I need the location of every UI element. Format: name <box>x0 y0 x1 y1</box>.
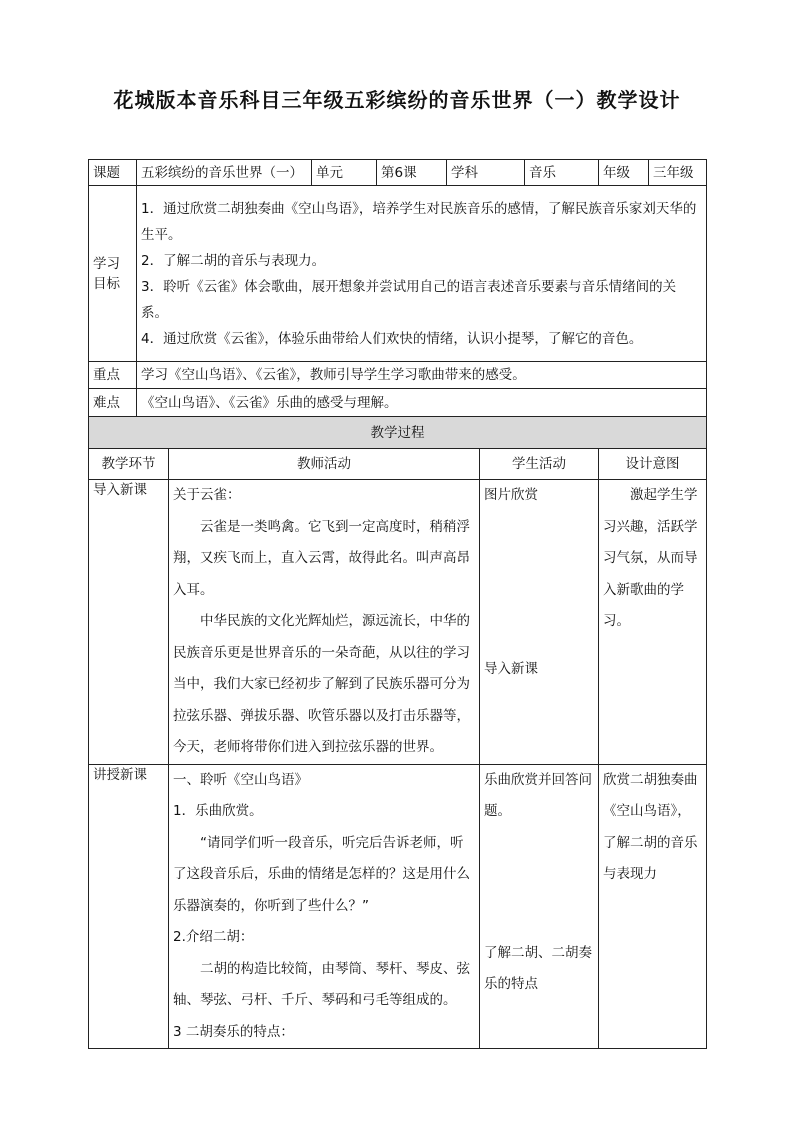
teacher-activity-lecture: 一、聆听《空山鸟语》 1．乐曲欣赏。 “请同学们听一段音乐，听完后告诉老师，听了这段音乐后，乐曲的情绪是怎样的？这是用什么乐器演奏的，你听到了些什么？” 2.介绍二胡： 二胡的构造比较简，由琴筒、琴杆、琴皮、弦轴、琴弦、弓杆、千斤、琴码和弓毛等组成的。 3 二胡奏乐的特点： <box>169 764 480 1049</box>
stage-intro: 导入新课 <box>89 480 169 765</box>
objective-item: 2．了解二胡的音乐与表现力。 <box>141 252 326 269</box>
student-activity-lecture: 乐曲欣赏并回答问题。 了解二胡、二胡奏乐的特点 <box>480 764 599 1049</box>
objectives-list <box>137 186 707 362</box>
objectives-row <box>89 186 707 362</box>
topic-value: 五彩缤纷的音乐世界（一） <box>137 160 312 186</box>
objective-item: 1．通过欣赏二胡独奏曲《空山鸟语》，培养学生对民族音乐的感情，了解民族音乐家刘天华的生平。 <box>141 200 697 243</box>
process-header: 教学过程 <box>89 417 707 449</box>
student-activity-intro: 图片欣赏 导入新课 <box>480 480 599 765</box>
stage-lecture: 讲授新课 <box>89 764 169 1049</box>
difficulty-row <box>89 389 707 417</box>
objectives-label: 学习 目标 <box>89 186 137 362</box>
column-header-stage: 教学环节 <box>89 449 169 480</box>
lesson-plan-table <box>88 159 707 1049</box>
column-header-teacher: 教师活动 <box>169 449 480 480</box>
process-columns-row <box>89 449 707 480</box>
difficulty-label: 难点 <box>89 389 137 417</box>
key-point-text: 学习《空山鸟语》、《云雀》，教师引导学生学习歌曲带来的感受。 <box>137 362 707 389</box>
design-intent-intro: 激起学生学习兴趣，活跃学习气氛，从而导入新歌曲的学习。 <box>599 480 707 765</box>
unit-value: 第6课 <box>377 160 447 186</box>
grade-value: 三年级 <box>649 160 707 186</box>
objective-item: 4．通过欣赏《云雀》，体验乐曲带给人们欢快的情绪，认识小提琴，了解它的音色。 <box>141 330 643 347</box>
column-header-intent: 设计意图 <box>599 449 707 480</box>
teacher-activity-intro: 关于云雀： 云雀是一类鸣禽。它飞到一定高度时，稍稍浮翔，又疾飞而上，直入云霄，故得此名。叫声高昂入耳。 中华民族的文化光辉灿烂，源远流长，中华的民族音乐更是世界音乐的一朵奇葩，从以往的学习当中，我们大家已经初步了解到了民族乐器可分为拉弦乐器、弹拔乐器、吹管乐器以及打击乐器等，今天，老师将带你们进入到拉弦乐器的世界。 <box>169 480 480 765</box>
difficulty-text: 《空山鸟语》、《云雀》乐曲的感受与理解。 <box>137 389 707 417</box>
key-point-row <box>89 362 707 389</box>
info-row <box>89 160 707 186</box>
process-row-lecture <box>89 764 707 1049</box>
subject-label: 学科 <box>447 160 525 186</box>
objective-item: 3．聆听《云雀》体会歌曲，展开想象并尝试用自己的语言表述音乐要素与音乐情绪间的关系。 <box>141 278 677 321</box>
column-header-student: 学生活动 <box>480 449 599 480</box>
unit-label: 单元 <box>312 160 377 186</box>
grade-label: 年级 <box>599 160 649 186</box>
topic-label: 课题 <box>89 160 137 186</box>
process-header-row <box>89 417 707 449</box>
subject-value: 音乐 <box>525 160 599 186</box>
key-point-label: 重点 <box>89 362 137 389</box>
page-title: 花城版本音乐科目三年级五彩缤纷的音乐世界（一）教学设计 <box>113 88 681 112</box>
design-intent-lecture: 欣赏二胡独奏曲《空山鸟语》，了解二胡的音乐与表现力 <box>599 764 707 1049</box>
process-row-intro <box>89 480 707 765</box>
